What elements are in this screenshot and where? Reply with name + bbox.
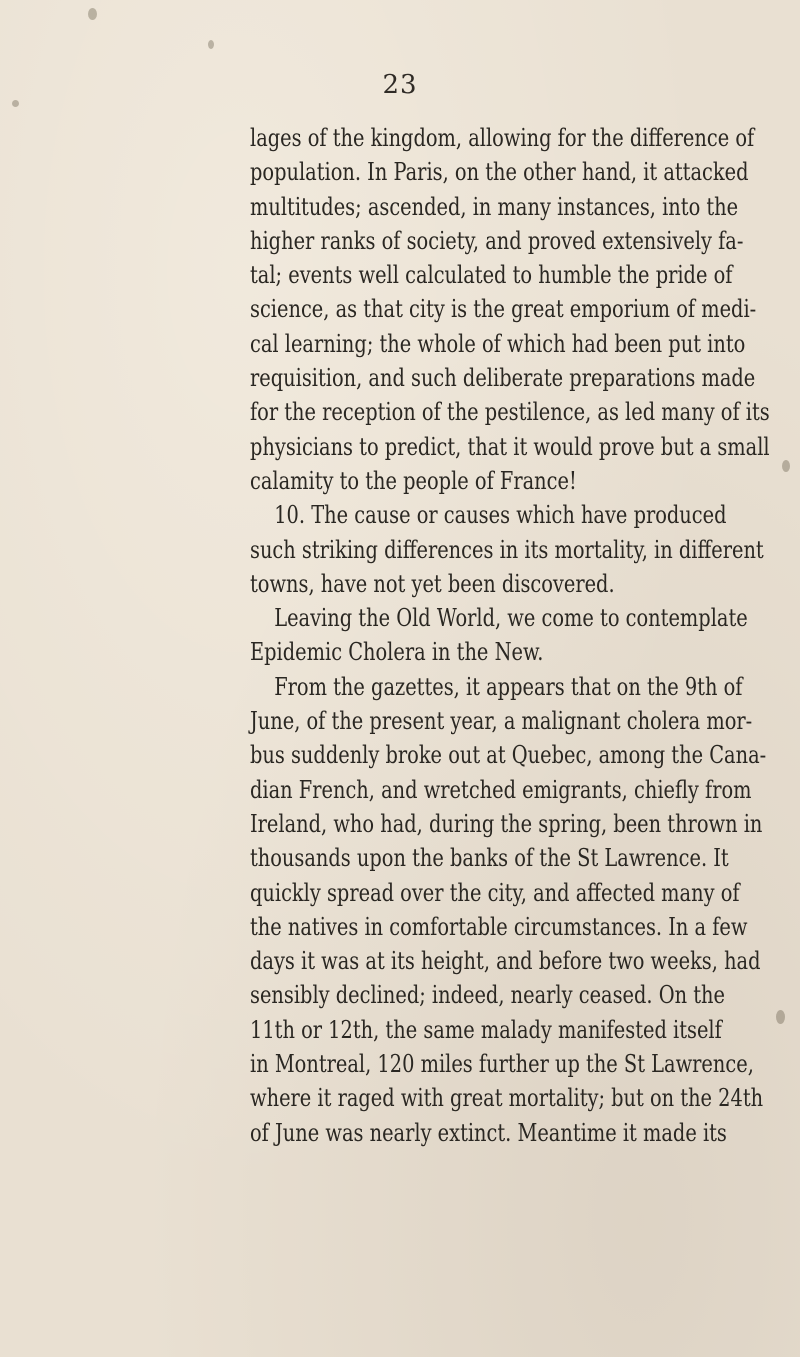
text-line: From the gazettes, it appears that on the 9th of	[274, 672, 743, 701]
text-line: Epidemic Cholera in the New.	[250, 638, 544, 667]
text-line: for the reception of the pestilence, as led many of its	[250, 398, 770, 427]
text-line: Ireland, who had, during the spring, been thrown in	[250, 809, 763, 838]
body-text	[250, 121, 770, 1150]
text-line: quickly spread over the city, and affected many of	[250, 878, 740, 907]
text-line: thousands upon the banks of the St Lawrence. It	[250, 844, 729, 873]
text-line: calamity to the people of France!	[250, 466, 577, 495]
paper-stain	[782, 460, 790, 472]
paper-stain	[12, 100, 19, 107]
text-line: days it was at its height, and before two weeks, had	[250, 947, 761, 976]
text-line: multitudes; ascended, in many instances, into the	[250, 192, 739, 221]
text-line: 11th or 12th, the same malady manifested itself	[250, 1015, 722, 1044]
text-line: sensibly declined; indeed, nearly ceased. On the	[250, 981, 726, 1010]
text-line: such striking differences in its mortality, in different	[250, 535, 764, 564]
text-line: lages of the kingdom, allowing for the difference of	[250, 124, 755, 152]
paper-stain	[88, 8, 97, 20]
text-line: where it raged with great mortality; but on the 24th	[250, 1084, 764, 1113]
text-line: the natives in comfortable circumstances. In a few	[250, 912, 748, 941]
text-line: towns, have not yet been discovered.	[250, 569, 615, 598]
text-line: Leaving the Old World, we come to contemplate	[274, 604, 748, 633]
text-line: physicians to predict, that it would prove but a small	[250, 432, 770, 461]
text-line: June, of the present year, a malignant cholera mor-	[250, 707, 753, 736]
text-line: of June was nearly extinct. Meantime it made its	[250, 1118, 727, 1147]
paper-stain	[208, 40, 214, 49]
text-line: in Montreal, 120 miles further up the St Lawrence,	[250, 1050, 754, 1079]
text-line: higher ranks of society, and proved extensively fa-	[250, 226, 744, 255]
paper-stain	[776, 1010, 785, 1024]
text-line: cal learning; the whole of which had been put into	[250, 329, 746, 358]
text-line: population. In Paris, on the other hand, it attacked	[250, 158, 749, 187]
page-number: 23	[382, 70, 418, 100]
text-line: 10. The cause or causes which have produced	[274, 501, 727, 530]
text-line: science, as that city is the great emporium of medi-	[250, 295, 757, 324]
text-line: bus suddenly broke out at Quebec, among the Cana-	[250, 741, 767, 770]
text-line: dian French, and wretched emigrants, chiefly from	[250, 775, 752, 804]
text-line: tal; events well calculated to humble the pride of	[250, 261, 733, 290]
text-line: requisition, and such deliberate preparations made	[250, 364, 756, 393]
